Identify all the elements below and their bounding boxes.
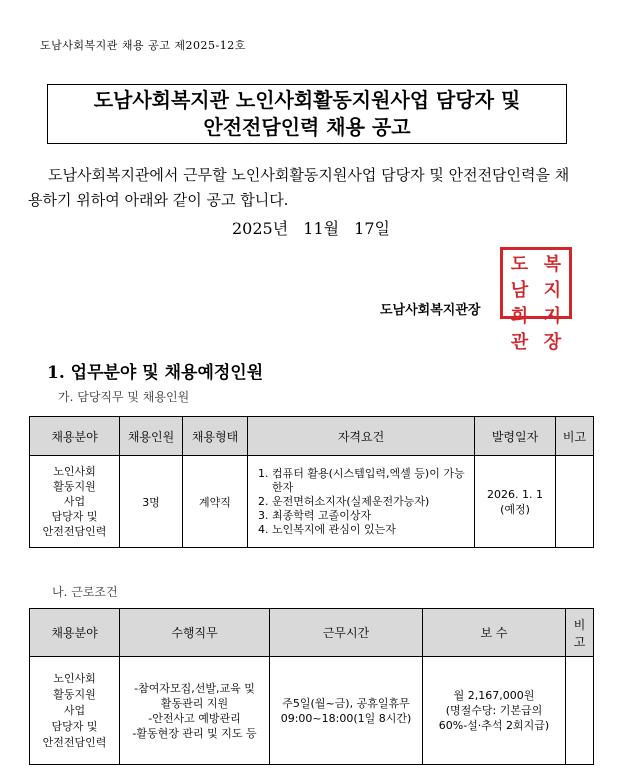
section-1-title: 1. 업무분야 및 채용예정인원 xyxy=(47,363,264,383)
field-cell xyxy=(30,456,120,548)
hours-cell xyxy=(270,657,423,765)
title-line-1: 도남사회복지관 노인사회활동지원사업 담당자 및 xyxy=(93,88,521,112)
official-seal xyxy=(500,247,572,353)
type-cell: 계약직 xyxy=(183,456,248,548)
seal-char: 도남 xyxy=(510,254,529,301)
intro-line-1: 도남사회복지관에서 근무할 노인사회활동지원사업 담당자 및 안전전담인력을 채 xyxy=(48,166,570,184)
table-header-row xyxy=(30,417,594,456)
announcement-date: 2025년 11월 17일 xyxy=(232,219,390,238)
header-cell: 비고 xyxy=(556,417,594,456)
table-row xyxy=(30,657,594,765)
working-conditions-table xyxy=(29,608,594,765)
header-cell: 비 고 xyxy=(566,609,594,657)
requirement-item: 2. 운전면허소지자(실제운전가능자) xyxy=(272,495,472,509)
seal-char: 지장 xyxy=(543,306,562,353)
field-line: 활동지원 xyxy=(53,687,96,701)
pay-line: 월 2,167,000원 xyxy=(453,689,535,702)
header-cell: 수행직무 xyxy=(120,609,270,657)
pay-line: (명절수당: 기본급의 xyxy=(445,704,543,717)
field-line: 안전전담인력 xyxy=(42,735,107,749)
intro-line-2: 용하기 위하여 아래와 같이 공고 합니다. xyxy=(28,191,289,209)
table-row xyxy=(30,456,594,548)
title-line-2: 안전전담인력 채용 공고 xyxy=(203,115,411,139)
duty-line: 활동관리 지원 xyxy=(160,696,229,710)
pay-cell xyxy=(423,657,566,765)
header-cell: 발령일자 xyxy=(475,417,556,456)
header-cell: 자격요건 xyxy=(248,417,475,456)
duty-line: -안전사고 예방관리 xyxy=(148,711,241,725)
requirement-item: 1. 컴퓨터 활용(시스템입력,엑셀 등)이 가능한자 xyxy=(272,467,472,495)
field-line: 활동지원 xyxy=(53,480,96,493)
field-line: 사업 xyxy=(63,495,86,508)
count-cell: 3명 xyxy=(120,456,183,548)
requirement-item: 4. 노인복지에 관심이 있는자 xyxy=(272,523,472,537)
hours-line: 주5일(월~금), 공휴일휴무 xyxy=(282,696,410,710)
requirements-cell xyxy=(248,456,475,548)
seal-char: 회관 xyxy=(510,306,529,353)
field-line: 노인사회 xyxy=(53,465,96,478)
note-cell xyxy=(556,456,594,548)
duty-line: -참여자모집,선발,교육 및 xyxy=(134,681,255,695)
header-cell: 채용형태 xyxy=(183,417,248,456)
note-cell xyxy=(566,657,594,765)
header-cell: 채용분야 xyxy=(30,417,120,456)
signer-name: 도남사회복지관장 xyxy=(380,303,481,318)
intro-paragraph xyxy=(28,163,598,213)
header-cell: 보 수 xyxy=(423,609,566,657)
header-cell: 근무시간 xyxy=(270,609,423,657)
field-line: 안전전담인력 xyxy=(42,525,107,538)
requirement-item: 3. 최종학력 고졸이상자 xyxy=(272,509,472,523)
field-line: 담당자 및 xyxy=(51,510,98,523)
seal-char: 복지 xyxy=(543,254,562,301)
subsection-a-title: 가. 담당직무 및 채용인원 xyxy=(58,390,190,404)
appointment-date: 2026. 1. 1 xyxy=(487,487,543,501)
duty-line: -활동현장 관리 및 지도 등 xyxy=(132,726,257,740)
pay-line: 60%-설·추석 2회지급) xyxy=(438,719,550,732)
field-cell xyxy=(30,657,120,765)
header-cell: 채용인원 xyxy=(120,417,183,456)
appointment-date-cell xyxy=(475,456,556,548)
announcement-title xyxy=(47,84,567,144)
field-line: 담당자 및 xyxy=(51,719,98,733)
hours-line: 09:00~18:00(1일 8시간) xyxy=(280,711,412,725)
table-header-row xyxy=(30,609,594,657)
duties-cell xyxy=(120,657,270,765)
header-cell: 채용분야 xyxy=(30,609,120,657)
appointment-date-note: (예정) xyxy=(500,502,530,516)
job-recruitment-table xyxy=(29,416,594,548)
notice-number: 도남사회복지관 채용 공고 제2025-12호 xyxy=(40,39,246,52)
subsection-b-title: 나. 근로조건 xyxy=(52,585,118,599)
field-line: 사업 xyxy=(63,703,86,717)
field-line: 노인사회 xyxy=(53,671,96,685)
